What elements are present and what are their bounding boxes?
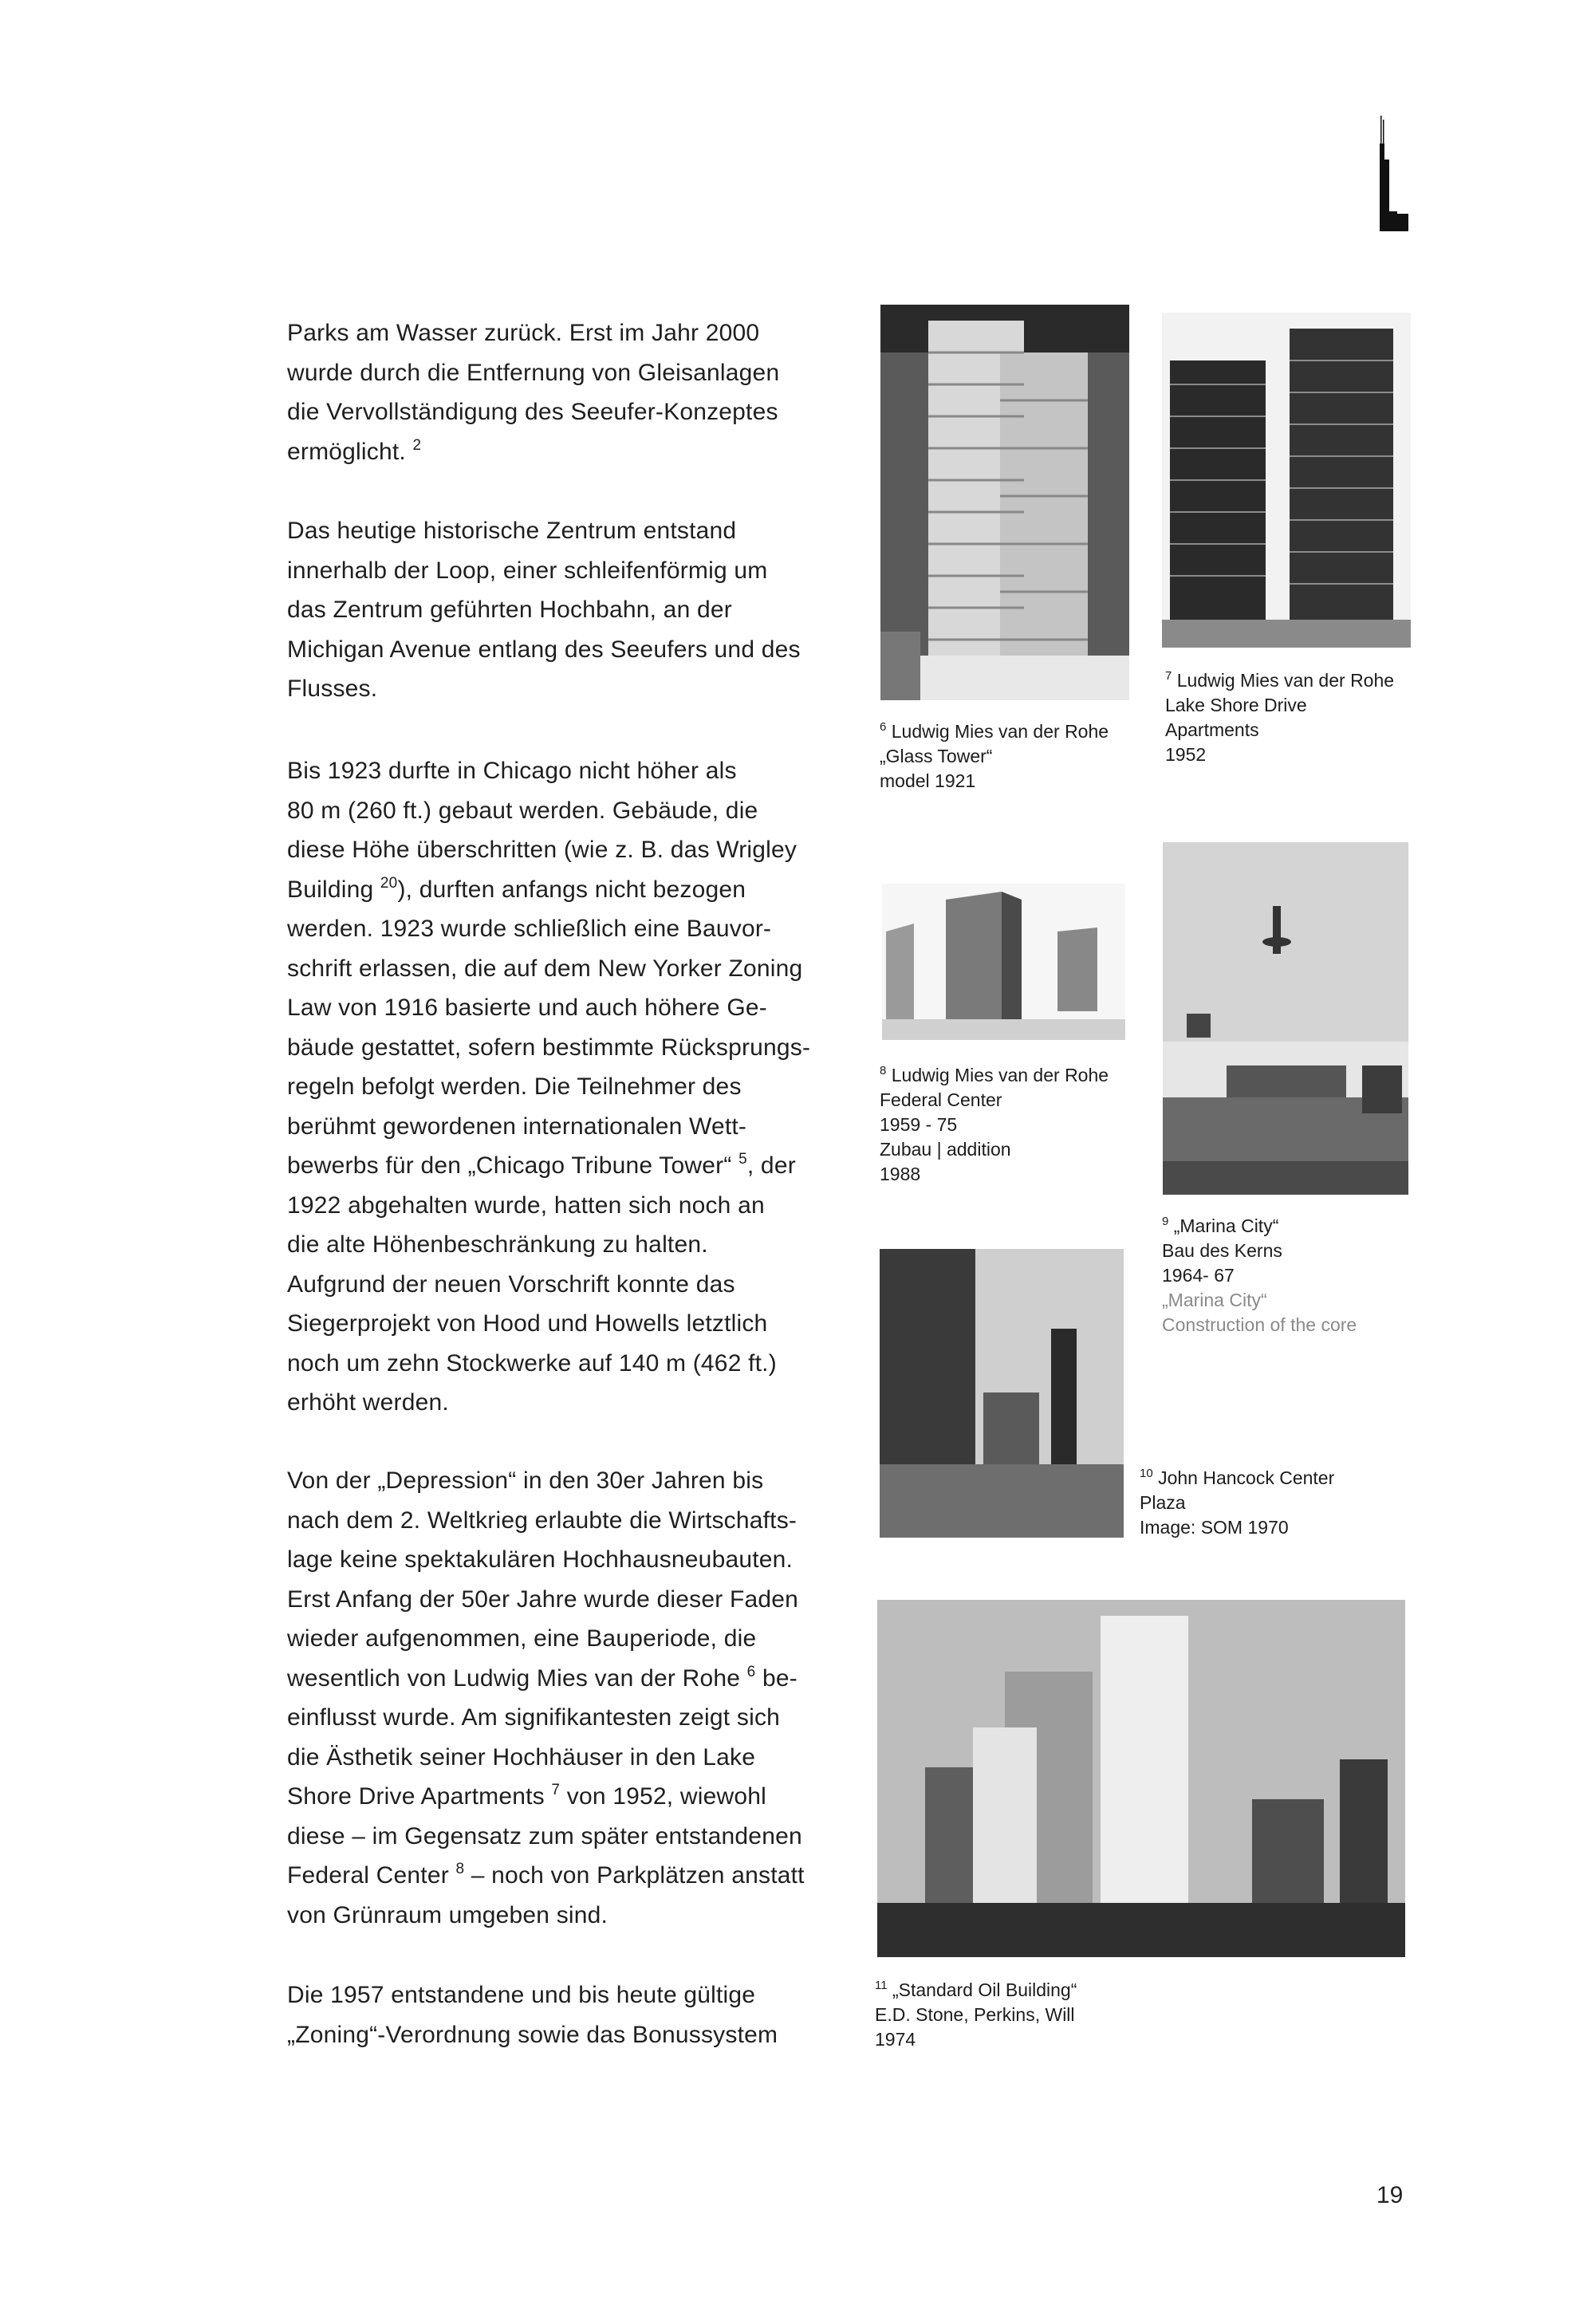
photo-standard-oil-building: [877, 1600, 1405, 1957]
caption-line: 1988: [880, 1164, 921, 1184]
text-line: werden. 1923 wurde schließlich eine Bauvor-: [287, 916, 772, 942]
caption-line: „Standard Oil Building“: [892, 1979, 1077, 2000]
text-segment: , der: [746, 1152, 796, 1179]
text-segment: wesentlich von Ludwig Mies van der Rohe: [287, 1664, 747, 1692]
text-line: wurde durch die Entfernung von Gleisanlagen: [287, 359, 780, 386]
caption-line-translation: „Marina City“: [1162, 1290, 1267, 1310]
caption-line: 1964- 67: [1162, 1265, 1235, 1286]
caption-6: [880, 719, 1109, 794]
photo-john-hancock-plaza: [880, 1249, 1124, 1538]
text-line: „Zoning“-Verordnung sowie das Bonussystem: [287, 2021, 778, 2048]
text-line: Bis 1923 durfte in Chicago nicht höher als: [287, 758, 737, 784]
caption-line: E.D. Stone, Perkins, Will: [875, 2004, 1075, 2025]
text-line: das Zentrum geführten Hochbahn, an der: [287, 597, 732, 623]
photo-glass-tower-model: [880, 305, 1129, 700]
caption-line: 1952: [1165, 744, 1207, 765]
paragraph-4: [287, 1461, 845, 1935]
text-line: regeln befolgt werden. Die Teilnehmer des: [287, 1073, 742, 1100]
page-number: 19: [1376, 2182, 1404, 2208]
footnote-ref: 7: [551, 1782, 561, 1798]
text-line: 1922 abgehalten wurde, hatten sich noch an: [287, 1192, 765, 1219]
caption-line: 1974: [875, 2029, 916, 2050]
text-segment: von 1952, wiewohl: [560, 1783, 766, 1810]
photo-federal-center: [882, 884, 1125, 1040]
text-line: die Ästhetik seiner Hochhäuser in den Lake: [287, 1743, 756, 1771]
skyline-logo: [1365, 112, 1413, 231]
caption-line: model 1921: [880, 770, 976, 791]
caption-8: [880, 1063, 1109, 1187]
caption-10: [1140, 1466, 1334, 1540]
footnote-ref: 20: [380, 874, 398, 892]
text-line: einflusst wurde. Am signifikantesten zeigt sich: [287, 1704, 781, 1731]
text-line: Parks am Wasser zurück. Erst im Jahr 2000: [287, 320, 760, 346]
caption-number: 6: [880, 720, 887, 734]
caption-line: Ludwig Mies van der Rohe: [891, 721, 1109, 742]
footnote-ref: 6: [746, 1663, 756, 1680]
photo-marina-city-core: [1163, 842, 1408, 1195]
caption-line: Zubau | addition: [880, 1139, 1011, 1160]
text-line: lage keine spektakulären Hochhausneubauten.: [287, 1546, 794, 1573]
caption-number: 7: [1165, 669, 1172, 683]
caption-line: Plaza: [1140, 1492, 1186, 1513]
text-segment: bewerbs für den „Chicago Tribune Tower“: [287, 1152, 732, 1179]
text-segment: Shore Drive Apartments: [287, 1783, 552, 1810]
caption-line: John Hancock Center: [1158, 1467, 1335, 1488]
paragraph-2: [287, 511, 845, 709]
paragraph-3: [287, 751, 845, 1423]
caption-line: Lake Shore Drive: [1165, 695, 1307, 715]
text-line: Die 1957 entstandene und bis heute gültige: [287, 1982, 756, 2008]
text-line: schrift erlassen, die auf dem New Yorker Zoning: [287, 955, 803, 982]
caption-line: Apartments: [1165, 719, 1259, 740]
text-segment: Federal Center: [287, 1862, 456, 1889]
text-line: Aufgrund der neuen Vorschrift konnte das: [287, 1270, 735, 1298]
caption-line-translation: Construction of the core: [1162, 1314, 1357, 1335]
caption-line: Bau des Kerns: [1162, 1240, 1282, 1261]
text-line: Flusses.: [287, 676, 378, 702]
text-line: diese – im Gegensatz zum später entstandenen: [287, 1822, 802, 1849]
text-line: noch um zehn Stockwerke auf 140 m (462 ft.): [287, 1349, 777, 1377]
text-line: Michigan Avenue entlang des Seeufers und des: [287, 636, 801, 663]
caption-number: 9: [1162, 1215, 1169, 1228]
text-line: Das heutige historische Zentrum entstand: [287, 518, 737, 544]
caption-number: 10: [1140, 1467, 1153, 1480]
text-line: berühmt gewordenen internationalen Wett-: [287, 1113, 747, 1140]
caption-number: 8: [880, 1064, 887, 1077]
caption-line: Ludwig Mies van der Rohe: [1176, 670, 1395, 691]
caption-9: [1162, 1214, 1357, 1337]
footnote-ref: 5: [738, 1151, 747, 1168]
photo-lake-shore-drive: [1162, 313, 1411, 648]
text-line: bäude gestattet, sofern bestimmte Rücksprungs-: [287, 1034, 811, 1061]
text-line: die alte Höhenbeschränkung zu halten.: [287, 1231, 708, 1258]
text-segment: be-: [755, 1664, 798, 1692]
text-line: Von der „Depression“ in den 30er Jahren bis: [287, 1467, 764, 1494]
text-line: die Vervollständigung des Seeufer-Konzeptes: [287, 399, 778, 425]
text-segment: – noch von Parkplätzen anstatt: [464, 1862, 805, 1889]
paragraph-5: [287, 1975, 845, 2054]
caption-line: „Glass Tower“: [880, 746, 993, 766]
caption-line: „Marina City“: [1173, 1215, 1279, 1236]
text-line: diese Höhe überschritten (wie z. B. das Wrigley: [287, 837, 798, 863]
caption-line: Image: SOM 1970: [1140, 1517, 1289, 1538]
text-line: Siegerprojekt von Hood und Howells letztlich: [287, 1310, 768, 1337]
caption-7: [1165, 668, 1394, 767]
caption-number: 11: [875, 1979, 888, 1992]
text-line: 80 m (260 ft.) gebaut werden. Gebäude, die: [287, 797, 758, 824]
caption-11: [875, 1978, 1077, 2052]
text-line: Erst Anfang der 50er Jahre wurde dieser Faden: [287, 1585, 799, 1613]
text-line: nach dem 2. Weltkrieg erlaubte die Wirtschafts-: [287, 1507, 798, 1534]
text-line: von Grünraum umgeben sind.: [287, 1901, 608, 1928]
text-segment: ), durften anfangs nicht bezogen: [397, 876, 746, 903]
caption-line: 1959 - 75: [880, 1114, 958, 1135]
footnote-ref: 8: [455, 1861, 465, 1877]
caption-line: Ludwig Mies van der Rohe: [891, 1065, 1109, 1085]
text-line: ermöglicht.: [287, 438, 406, 465]
paragraph-1: [287, 313, 845, 471]
text-segment: Building: [287, 876, 380, 903]
text-line: Law von 1916 basierte und auch höhere Ge-: [287, 995, 767, 1021]
text-line: erhöht werden.: [287, 1389, 449, 1416]
text-line: wieder aufgenommen, eine Bauperiode, die: [287, 1625, 757, 1652]
text-line: innerhalb der Loop, einer schleifenförmig um: [287, 557, 768, 584]
footnote-ref: 2: [412, 436, 422, 454]
caption-line: Federal Center: [880, 1089, 1002, 1110]
